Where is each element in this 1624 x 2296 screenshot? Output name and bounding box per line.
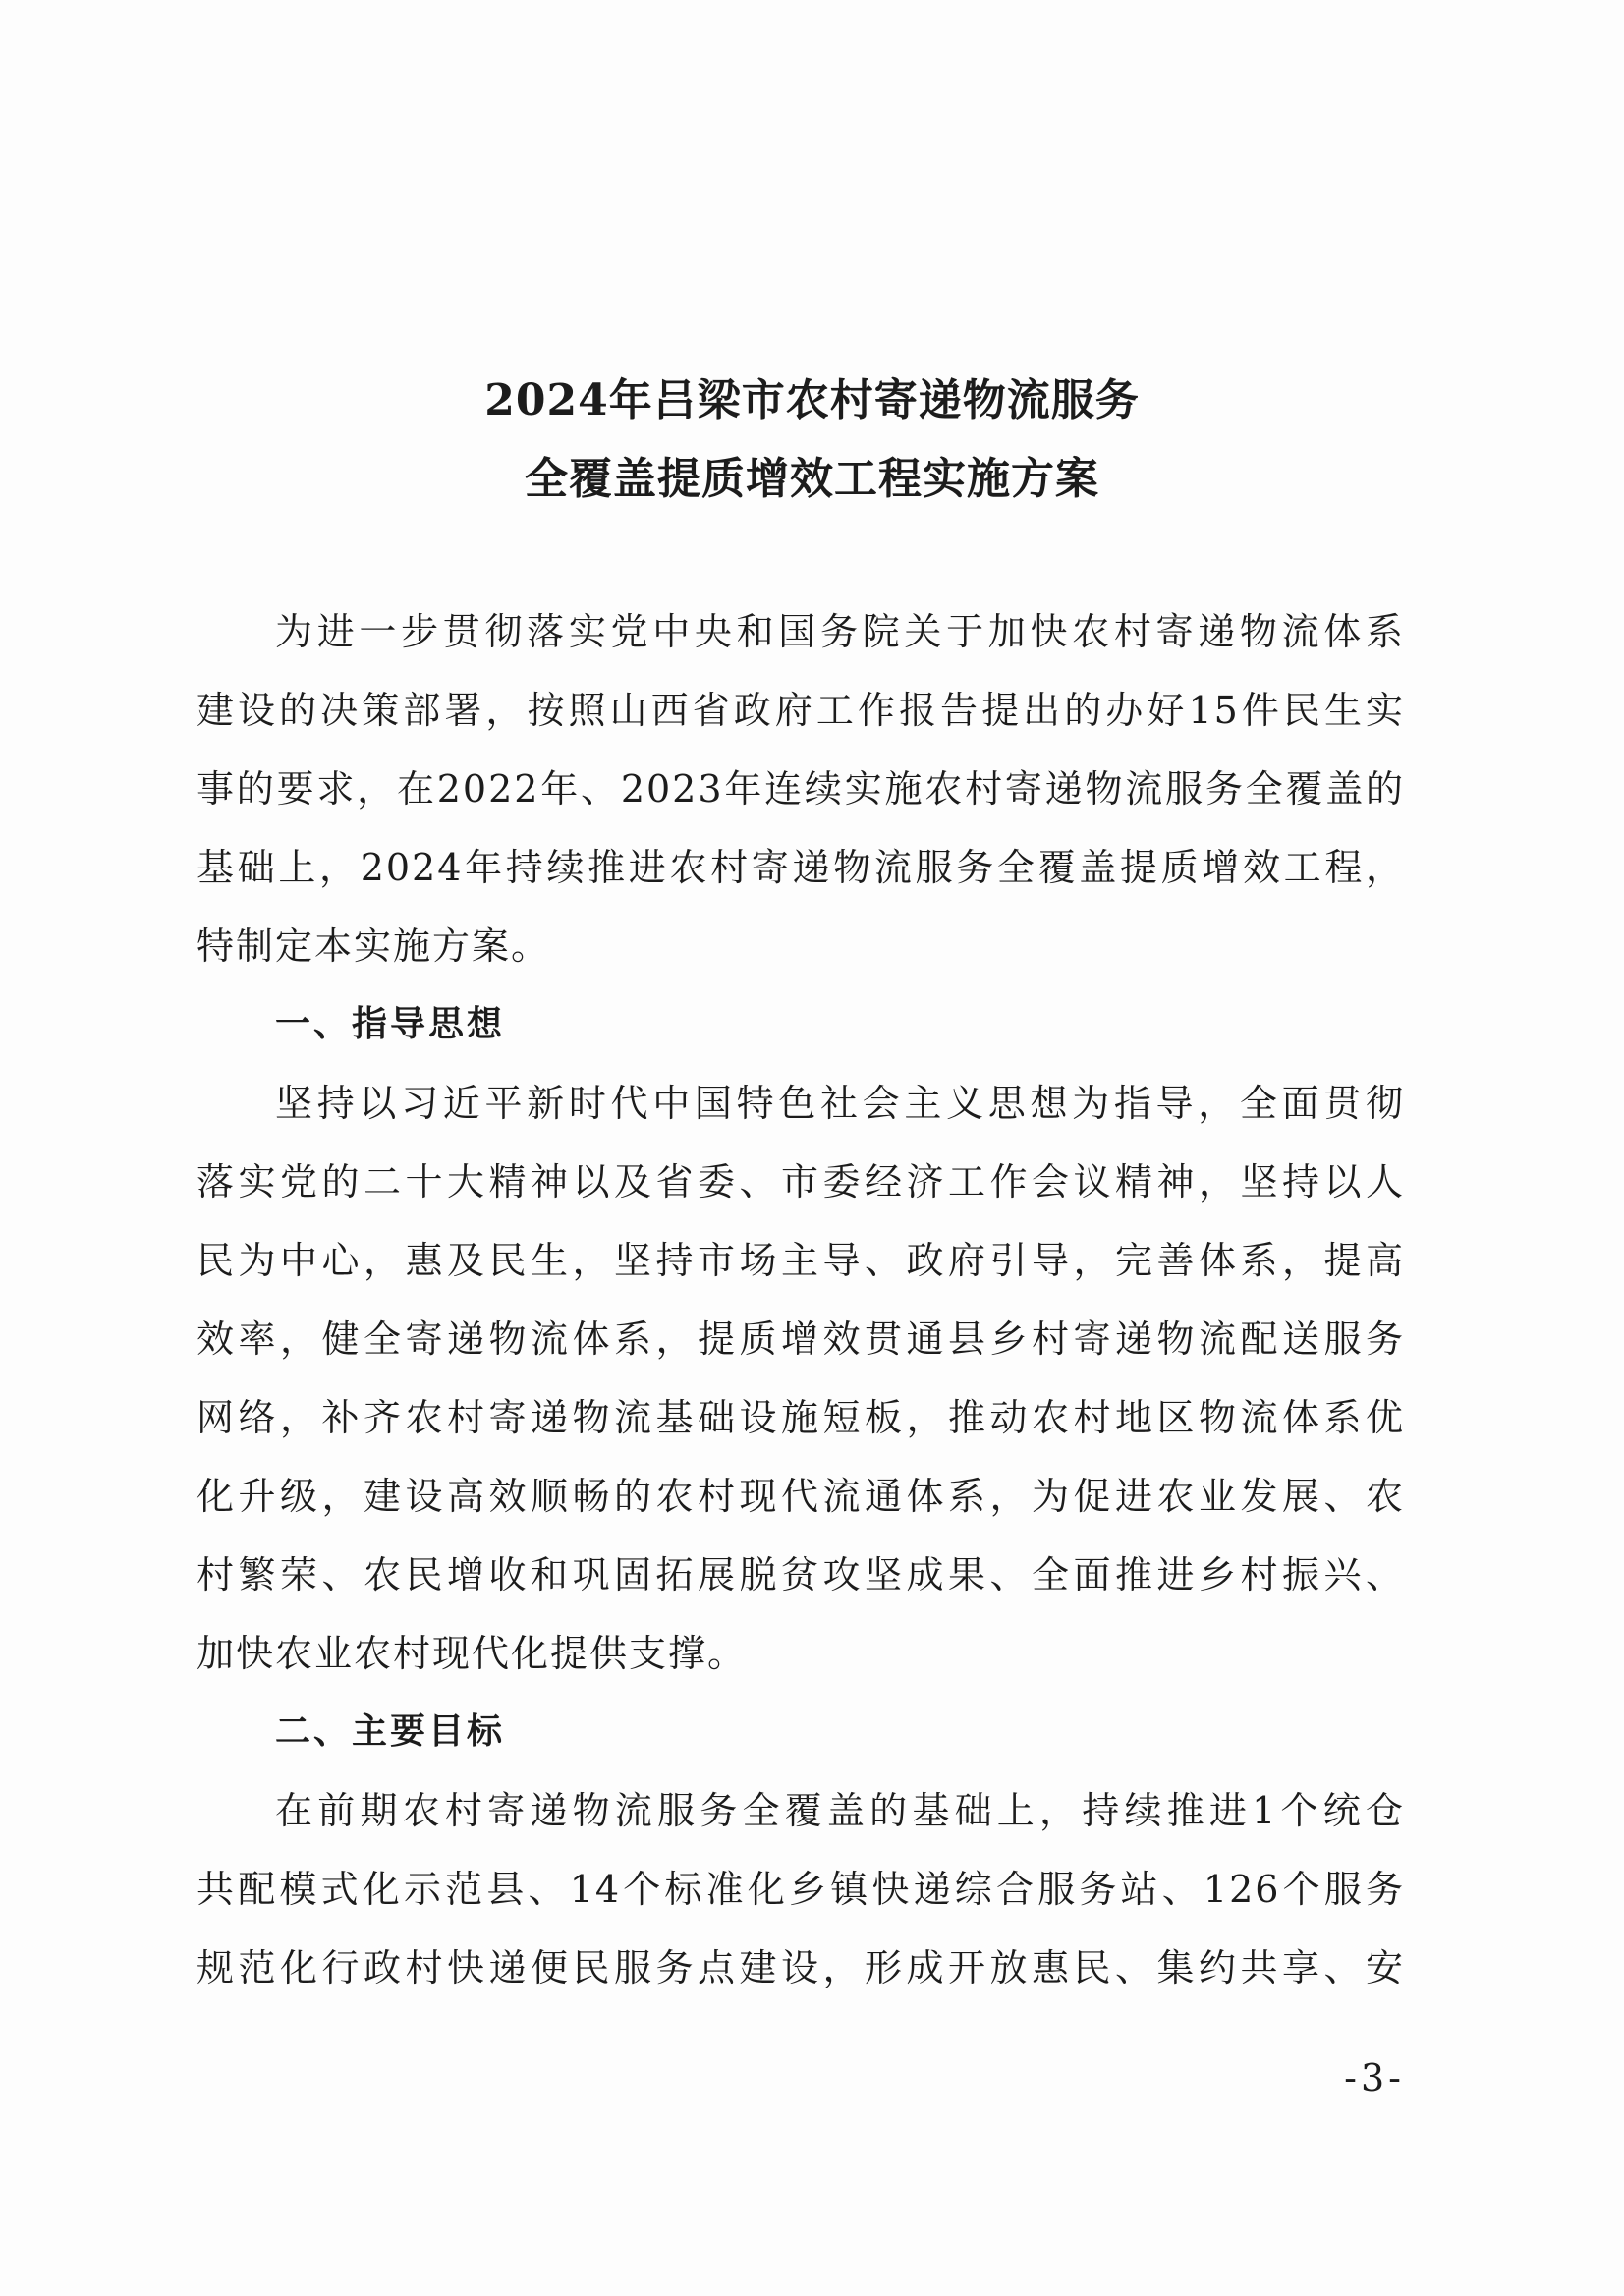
section1-line: 民为中心，惠及民生，坚持市场主导、政府引导，完善体系，提高 [196,1239,1405,1282]
document-title-line-2: 全覆盖提质增效工程实施方案 [525,454,1099,504]
document-title-line-1: 2024年吕梁市农村寄递物流服务 [484,375,1140,425]
intro-line: 基础上，2024年持续推进农村寄递物流服务全覆盖提质增效工程， [196,846,1405,889]
intro-line: 建设的决策部署，按照山西省政府工作报告提出的办好15件民生实 [196,689,1405,732]
section2-line: 共配模式化示范县、14个标准化乡镇快递综合服务站、126个服务 [196,1868,1405,1911]
section-heading-main-goals: 二、主要目标 [275,1711,506,1752]
section1-line: 加快农业农村现代化提供支撑。 [196,1632,748,1675]
section2-line: 规范化行政村快递便民服务点建设，形成开放惠民、集约共享、安 [196,1946,1405,1989]
intro-line: 事的要求，在2022年、2023年连续实施农村寄递物流服务全覆盖的 [196,767,1405,811]
section1-line: 效率，健全寄递物流体系，提质增效贯通县乡村寄递物流配送服务 [196,1317,1405,1361]
section1-line: 坚持以习近平新时代中国特色社会主义思想为指导，全面贯彻 [275,1082,1405,1125]
section1-line: 落实党的二十大精神以及省委、市委经济工作会议精神，坚持以人 [196,1160,1405,1204]
section1-line: 村繁荣、农民增收和巩固拓展脱贫攻坚成果、全面推进乡村振兴、 [196,1553,1405,1596]
section1-line: 网络，补齐农村寄递物流基础设施短板，推动农村地区物流体系优 [196,1396,1405,1439]
intro-line: 特制定本实施方案。 [196,924,551,968]
section1-line: 化升级，建设高效顺畅的农村现代流通体系，为促进农业发展、农 [196,1475,1405,1518]
page-number: -3- [1344,2056,1405,2100]
section2-line: 在前期农村寄递物流服务全覆盖的基础上，持续推进1个统仓 [275,1789,1405,1832]
intro-line: 为进一步贯彻落实党中央和国务院关于加快农村寄递物流体系 [275,610,1405,653]
section-heading-guiding-ideology: 一、指导思想 [275,1004,506,1044]
